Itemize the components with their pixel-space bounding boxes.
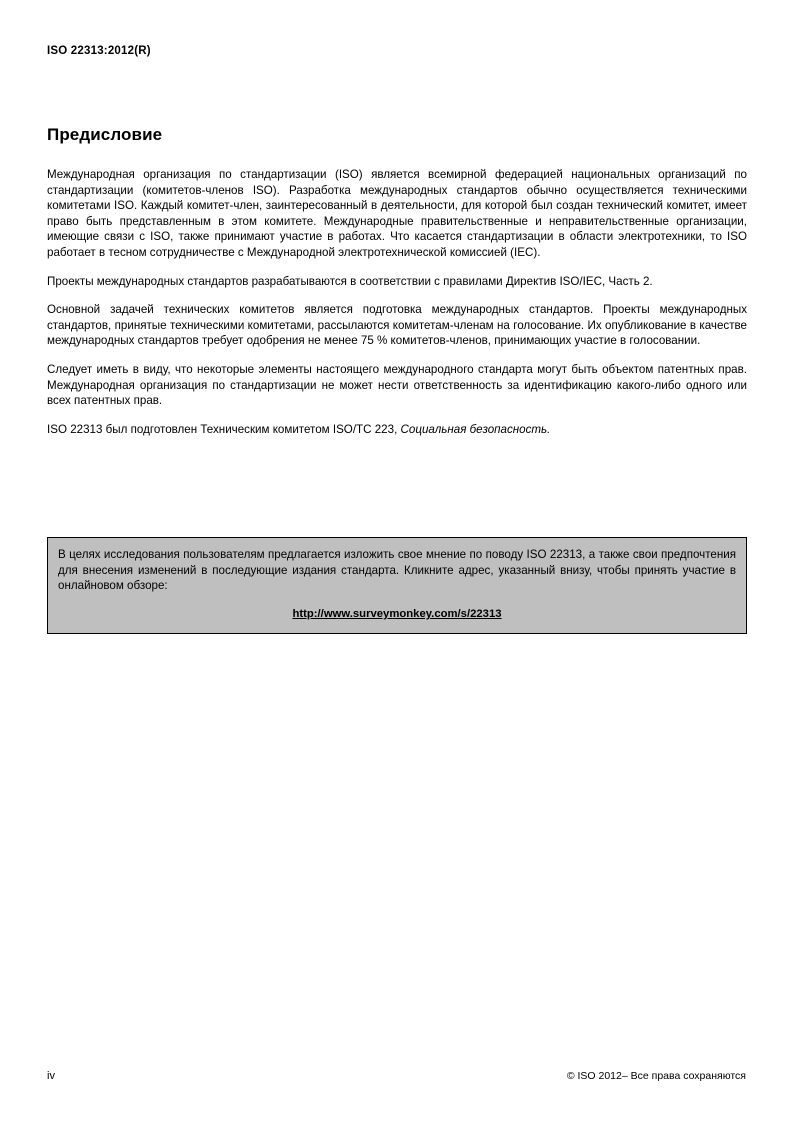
attribution-text: ISO 22313 был подготовлен Техническим комитетом ISO/TC 223,: [47, 422, 401, 436]
survey-notice-text: В целях исследования пользователям предлагается изложить свое мнение по поводу ISO 22313, а также свои предпочтения для внесения изменений в последующие издания стандарта. Кликните адрес, указанный внизу, чтобы принять участие в онлайновом обзоре:: [58, 548, 736, 593]
foreword-paragraph-4: Следует иметь в виду, что некоторые элементы настоящего международного стандарта могут быть объектом патентных прав. Международная организация по стандартизации не может нести ответственность за идентификацию какого-либо одного или всех патентных прав.: [47, 362, 747, 408]
foreword-paragraph-3: Основной задачей технических комитетов является подготовка международных стандартов. Проекты международных стандартов, принятые техническими комитетами, рассылаются комитетам-членам на голосование. Их опубликование в качестве международных стандартов требует одобрения не менее 75 % комитетов-членов, принимающих участие в голосовании.: [47, 303, 747, 348]
committee-attribution: [47, 422, 747, 438]
page-title: Предисловие: [47, 125, 163, 144]
page-footer: [0, 1070, 793, 1090]
footer-copyright: © ISO 2012– Все права сохраняются: [566, 1070, 746, 1082]
survey-link-container: [58, 604, 736, 622]
standard-code-header: ISO 22313:2012(R): [47, 45, 151, 57]
survey-link[interactable]: http://www.surveymonkey.com/s/22313: [292, 607, 502, 620]
foreword-paragraph-1: Международная организация по стандартизации (ISO) является всемирной федерацией национальных организаций по стандартизации (комитетов-членов ISO). Разработка международных стандартов обычно осуществляется техническими комитетами ISO. Каждый комитет-член, заинтересованный в деятельности, для которой был создан технический комитет, имеет право быть представленным в этом комитете. Международные правительственные и неправительственные организации, имеющие связи с ISO, также принимают участие в работах. Что касается стандартизации в области электротехники, то ISO работает в тесном сотрудничестве с Международной электротехнической комиссией (IEC).: [47, 168, 747, 259]
attribution-committee-name: Социальная безопасность.: [400, 422, 551, 436]
footer-page-number: iv: [47, 1070, 55, 1082]
foreword-paragraph-2: Проекты международных стандартов разрабатываются в соответствии с правилами Директив ISO/IEC, Часть 2.: [47, 274, 653, 288]
document-body: [47, 125, 747, 437]
survey-notice-box: [47, 537, 747, 634]
